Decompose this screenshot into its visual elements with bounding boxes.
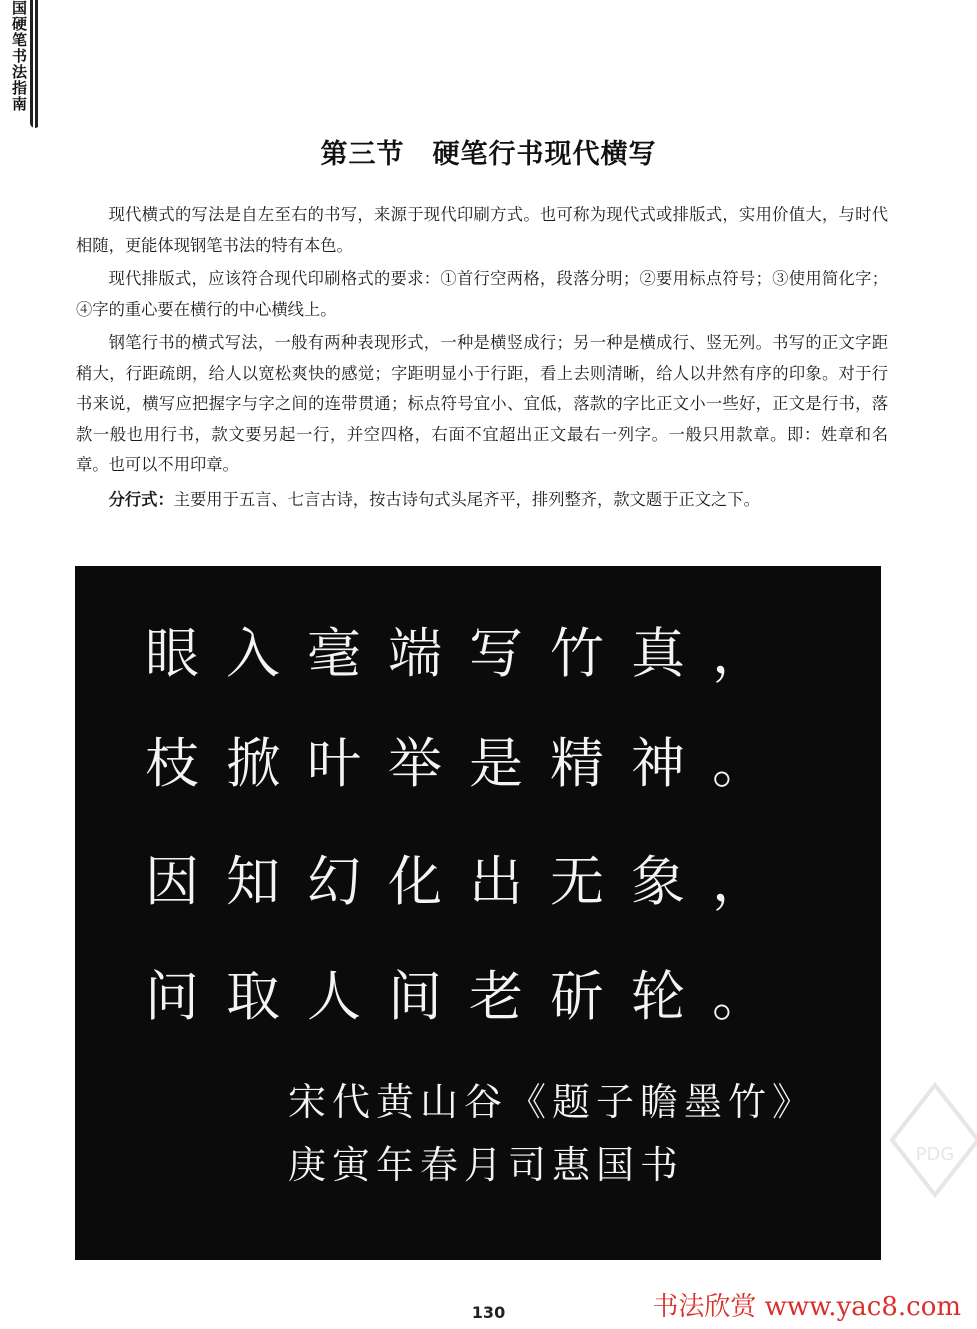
lead-label: 分行式： [108, 489, 174, 509]
paragraph-1: 现代横式的写法是自左至右的书写，来源于现代印刷方式。也可称为现代式或排版式，实用价值大，与时代相随，更能体现钢笔书法的特有本色。 [76, 205, 888, 255]
poem-line-4: 问取人间老斫轮。 [145, 965, 793, 1028]
paragraph-2: 现代排版式，应该符合现代印刷格式的要求：①首行空两格，段落分明；②要用标点符号；③使用简化字；④字的重心要在横行的中心横线上。 [76, 269, 888, 319]
paragraph-lead [76, 485, 888, 516]
stamp-text: PDG [915, 1144, 955, 1165]
site-watermark: 书法欣赏 www.yac8.com [652, 1292, 961, 1322]
paragraph-3: 钢笔行书的横式写法，一般有两种表现形式，一种是横竖成行；另一种是横成行、竖无列。书写的正文字距稍大，行距疏朗，给人以宽松爽快的感觉；字距明显小于行距，看上去则清晰，给人以井然有序的印象。对于行书来说，横写应把握字与字之间的连带贯通；标点符号宜小、宜低，落款的字比正文小一些好，正文是行书，落款一般也用行书，款文要另起一行，并空四格，右面不宜超出正文最右一列字。一般只用款章。即：姓章和名章。也可以不用印章。 [76, 333, 888, 474]
poem-line-3: 因知幻化出无象， [145, 850, 793, 913]
signature-line-1: 宋代黄山谷《题子瞻墨竹》 [288, 1080, 817, 1124]
lead-text: 主要用于五言、七言古诗，按古诗句式头尾齐平，排列整齐，款文题于正文之下。 [173, 489, 760, 509]
section-title: 第三节 硬笔行书现代横写 [320, 139, 657, 170]
spine-label: 国硬笔书法指南 [10, 0, 28, 112]
poem-line-2: 枝掀叶举是精神。 [145, 732, 793, 795]
poem-line-1: 眼入毫端写竹真， [145, 622, 793, 685]
signature-line-2: 庚寅年春月司惠国书 [288, 1143, 685, 1187]
calligraphy-board [75, 566, 881, 1260]
body-text [76, 200, 888, 518]
page-number: 130 [471, 1303, 506, 1322]
pdg-stamp-icon [890, 1080, 977, 1200]
spine-bar [30, 0, 40, 128]
